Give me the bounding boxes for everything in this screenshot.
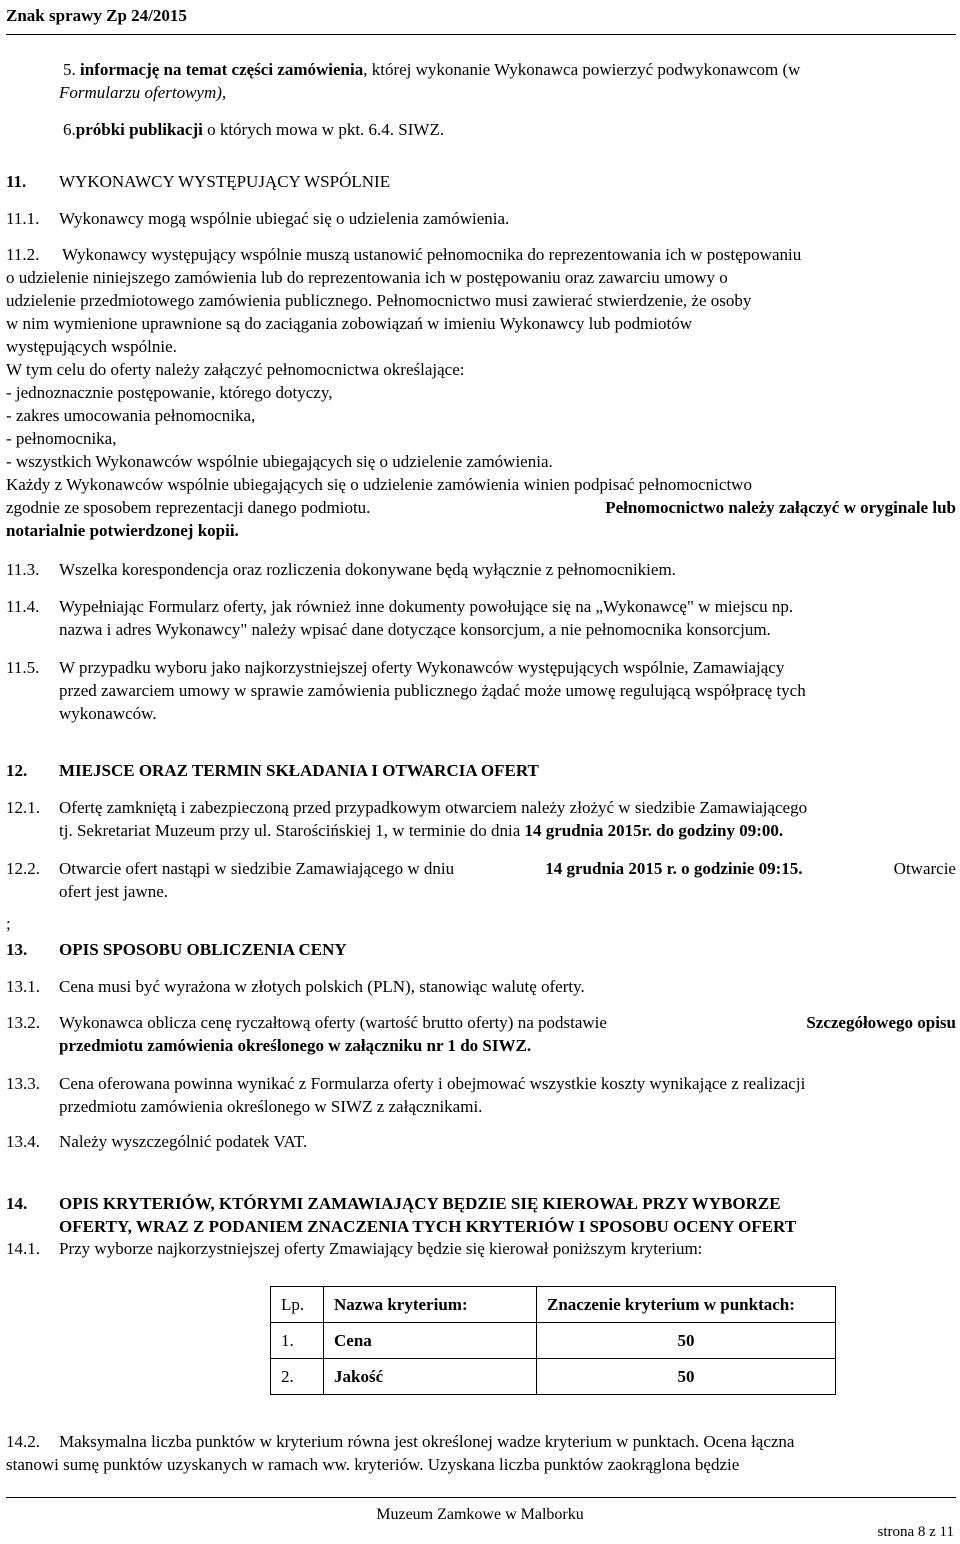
paragraph-number: 14.2. [6, 1432, 40, 1451]
paragraph-line: przedmiotu zamówienia określonego w SIWZ z załącznikami. [59, 1097, 483, 1116]
paragraph-line: nazwa i adres Wykonawcy" należy wpisać dane dotyczące konsorcjum, a nie pełnomocnika konsorcjum. [59, 620, 771, 639]
paragraph-line: ofert jest jawne. [59, 882, 169, 901]
paragraph-line-bold: notarialnie potwierdzonej kopii. [6, 521, 239, 540]
paragraph-number: 11.5. [6, 658, 40, 677]
paragraph-line: W tym celu do oferty należy załączyć pełnomocnictwa określające: [6, 360, 465, 379]
paragraph-line: tj. Sekretariat Muzeum przy ul. Starościńskiej 1, w terminie do dnia 14 grudnia 2015r. do godziny 09:00. [59, 821, 784, 840]
dash-item: - jednoznacznie postępowanie, którego dotyczy, [6, 383, 333, 402]
paragraph-line: udzielenie przedmiotowego zamówienia publicznego. Pełnomocnictwo musi zawierać stwierdzenie, że osoby [6, 291, 752, 310]
stray-semicolon: ; [6, 914, 11, 933]
paragraph-line: w nim wymienione uprawnione są do zaciągania zobowiązań w imieniu Wykonawcy lub podmiotów [6, 314, 693, 333]
section-title: WYKONAWCY WYSTĘPUJĄCY WSPÓLNIE [59, 172, 391, 191]
table-header-cell: Znaczenie kryterium w punktach: [537, 1287, 836, 1323]
case-reference: Znak sprawy Zp 24/2015 [6, 6, 187, 25]
paragraph-line: przed zawarciem umowy w sprawie zamówienia publicznego żądać może umowę regulującą współpracę tych [59, 681, 806, 700]
paragraph-number: 11.3. [6, 560, 40, 579]
table-row [271, 1323, 836, 1359]
table-cell: 50 [537, 1359, 836, 1395]
section-number: 14. [6, 1194, 28, 1213]
paragraph: Otwarcie ofert nastąpi w siedzibie Zamawiającego w dniu 14 grudnia 2015 r. o godzinie 09:15. Otwarcie [59, 859, 956, 878]
table-cell: Jakość [324, 1359, 537, 1395]
paragraph: Wszelka korespondencja oraz rozliczenia dokonywane będą wyłącznie z pełnomocnikiem. [59, 560, 676, 579]
table-cell: Cena [324, 1323, 537, 1359]
table-header-cell: Nazwa kryterium: [324, 1287, 537, 1323]
paragraph-line: stanowi sumę punktów uzyskanych w ramach ww. kryteriów. Uzyskana liczba punktów zaokrąglona będzie [6, 1455, 740, 1474]
dash-item: - zakres umocowania pełnomocnika, [6, 406, 256, 425]
header-rule [6, 34, 956, 35]
paragraph: Cena musi być wyrażona w złotych polskich (PLN), stanowiąc walutę oferty. [59, 977, 585, 996]
table-header-cell: Lp. [271, 1287, 324, 1323]
paragraph: Wypełniając Formularz oferty, jak również inne dokumenty powołujące się na „Wykonawcę" w miejscu np. [59, 597, 794, 616]
section-title: MIEJSCE ORAZ TERMIN SKŁADANIA I OTWARCIA OFERT [59, 761, 539, 780]
table-row [271, 1359, 836, 1395]
footer-rule [6, 1497, 956, 1498]
dash-item: - wszystkich Wykonawców wspólnie ubiegających się o udzielenie zamówienia. [6, 452, 553, 471]
section-number: 11. [6, 172, 27, 191]
criteria-table [270, 1286, 836, 1395]
table-cell: 50 [537, 1323, 836, 1359]
list-item: 5. informację na temat części zamówienia, której wykonanie Wykonawca powierzyć podwykonawcom (w [63, 60, 801, 79]
paragraph-number: 11.1. [6, 209, 40, 228]
section-title: OPIS SPOSOBU OBLICZENIA CENY [59, 940, 347, 959]
paragraph-number: 11.2. [6, 245, 40, 264]
list-item: 6.próbki publikacji o których mowa w pkt. 6.4. SIWZ. [63, 120, 445, 139]
paragraph: Ofertę zamkniętą i zabezpieczoną przed przypadkowym otwarciem należy złożyć w siedzibie Zamawiającego [59, 798, 808, 817]
paragraph: Przy wyborze najkorzystniejszej oferty Zmawiający będzie się kierował poniższym kryterium: [59, 1239, 703, 1258]
paragraph-number: 12.1. [6, 798, 40, 817]
paragraph: Cena oferowana powinna wynikać z Formularza oferty i obejmować wszystkie koszty wynikające z realizacji [59, 1074, 806, 1093]
section-number: 12. [6, 761, 28, 780]
paragraph-line: występujących wspólnie. [6, 337, 177, 356]
section-number: 13. [6, 940, 28, 959]
paragraph: Wykonawca oblicza cenę ryczałtową oferty (wartość brutto oferty) na podstawie Szczegółowego opisu [59, 1013, 956, 1032]
paragraph-number: 11.4. [6, 597, 40, 616]
paragraph-number: 14.1. [6, 1239, 40, 1258]
paragraph-line-bold: przedmiotu zamówienia określonego w załączniku nr 1 do SIWZ. [59, 1036, 532, 1055]
paragraph: Wykonawcy występujący wspólnie muszą ustanowić pełnomocnika do reprezentowania ich w postępowaniu [62, 245, 802, 264]
dash-item: - pełnomocnika, [6, 429, 117, 448]
page-number: strona 8 z 11 [877, 1524, 954, 1540]
section-title: OPIS KRYTERIÓW, KTÓRYMI ZAMAWIAJĄCY BĘDZIE SIĘ KIEROWAŁ PRZY WYBORZE [59, 1194, 781, 1213]
table-cell: 1. [271, 1323, 324, 1359]
list-item-continuation: Formularzu ofertowym), [59, 83, 227, 102]
paragraph-line: o udzielenie niniejszego zamówienia lub do reprezentowania ich w postępowaniu oraz zawarciu umowy o [6, 268, 728, 287]
paragraph-line: wykonawców. [59, 704, 157, 723]
paragraph-number: 13.2. [6, 1013, 40, 1032]
paragraph-number: 13.3. [6, 1074, 40, 1093]
paragraph: Maksymalna liczba punktów w kryterium równa jest określonej wadze kryterium w punktach. Ocena łączna [59, 1432, 795, 1451]
paragraph-line: zgodnie ze sposobem reprezentacji danego podmiotu. Pełnomocnictwo należy załączyć w oryginale lub [6, 498, 956, 517]
paragraph-number: 12.2. [6, 859, 40, 878]
table-cell: 2. [271, 1359, 324, 1395]
paragraph-number: 13.4. [6, 1132, 40, 1151]
footer-institution: Muzeum Zamkowe w Malborku [376, 1506, 584, 1523]
paragraph: Wykonawcy mogą wspólnie ubiegać się o udzielenia zamówienia. [59, 209, 510, 228]
table-header-row [271, 1287, 836, 1323]
section-title-line: OFERTY, WRAZ Z PODANIEM ZNACZENIA TYCH KRYTERIÓW I SPOSOBU OCENY OFERT [59, 1217, 797, 1236]
paragraph: Należy wyszczególnić podatek VAT. [59, 1132, 308, 1151]
paragraph-line: Każdy z Wykonawców wspólnie ubiegających się o udzielenie zamówienia winien podpisać pełnomocnictwo [6, 475, 752, 494]
paragraph-number: 13.1. [6, 977, 40, 996]
paragraph: W przypadku wyboru jako najkorzystniejszej oferty Wykonawców występujących wspólnie, Zamawiający [59, 658, 785, 677]
